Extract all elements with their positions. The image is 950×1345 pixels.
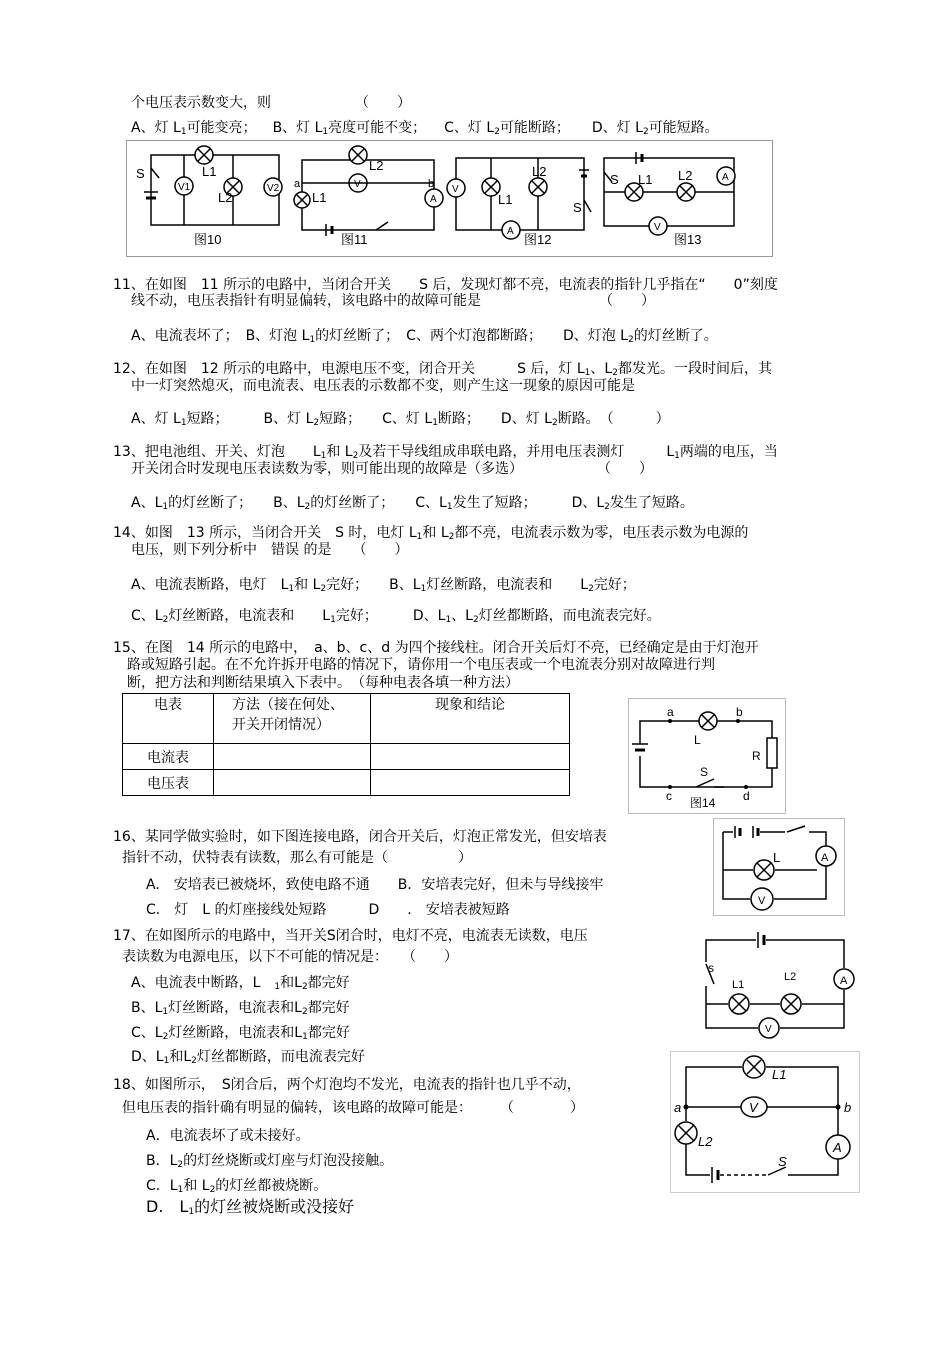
- q18-lamp1-label: L1: [772, 1067, 787, 1082]
- fig13-ammeter-label: A: [722, 172, 729, 183]
- text: 12、在如图 12 所示的电路中，电源电压不变，闭合开关 S 后，灯 L: [113, 361, 585, 377]
- sub: 2: [304, 502, 311, 512]
- fig13-switch-label: S: [610, 172, 619, 187]
- text: 灯丝断路，电流表和L: [168, 1000, 302, 1016]
- text: 都完好: [307, 1025, 350, 1041]
- q18-a-label: a: [674, 1100, 682, 1115]
- sub: 2: [473, 615, 479, 625]
- sub: 2: [209, 1185, 216, 1195]
- fig14-lamp-label: L: [694, 733, 701, 747]
- text: 完好； D、L: [335, 608, 446, 624]
- text: 和L: [280, 975, 302, 991]
- question-15-line3: 断，把方法和判断结果填入下表中。 （每种电表各填一种方法）: [127, 675, 519, 691]
- question-17-line2: 表读数为电源电压，以下不可能的情况是： （ ）: [122, 949, 458, 965]
- fig12-lamp1-label: L1: [498, 192, 513, 207]
- cell-ammeter-method[interactable]: [214, 744, 371, 770]
- question-16-line1: 16、某同学做实验时，如下图连接电路，闭合开关后，灯泡正常发光，但安培表: [113, 829, 607, 845]
- text: 可能断路；: [499, 120, 570, 136]
- fig13-caption: 图13: [674, 232, 702, 247]
- text: 亮度可能不变；: [328, 120, 427, 136]
- fig14-b-label: b: [736, 705, 743, 719]
- question-18-line1: 18、如图所示， S闭合后，两个灯泡均不发光，电流表的指针也几乎不动，: [113, 1077, 581, 1093]
- question-18-option-a: A．电流表坏了或未接好。: [146, 1128, 310, 1144]
- figure-labels: [136, 158, 729, 247]
- text: 的灯丝断了。: [633, 328, 718, 344]
- q17-lamp2-label: L2: [784, 971, 797, 983]
- q17-switch-label: s: [708, 961, 714, 975]
- sub: 1: [162, 502, 169, 512]
- text: 可能短路。: [648, 120, 719, 136]
- question-12-line2: 中一灯突然熄灭，而电流表、电压表的示数都不变，则产生这一现象的原因可能是: [131, 378, 635, 394]
- text: D. L: [146, 1197, 189, 1216]
- text: 短路； C、灯 L: [319, 411, 433, 427]
- q18-lamp2-label: L2: [698, 1134, 713, 1149]
- question-13-line2: [131, 460, 653, 478]
- text: 电压表: [147, 775, 189, 792]
- fig10-lamp1-label: L1: [202, 164, 217, 179]
- text: A、灯 L: [131, 120, 181, 136]
- row-ammeter-label: [123, 744, 214, 770]
- text: 13、把电池组、开关、灯泡 L: [113, 444, 321, 460]
- text: 的灯丝被烧断或没接好: [194, 1197, 355, 1216]
- figure-q18: [670, 1051, 860, 1193]
- text: A、电流表中断路，L: [131, 975, 275, 991]
- question-18-option-b: [146, 1152, 393, 1174]
- q16-ammeter-label: A: [821, 852, 829, 864]
- text: 都发光。一段时间后，其: [617, 361, 772, 377]
- sub: 1: [180, 127, 187, 137]
- sub: 1: [446, 502, 453, 512]
- sub: 1: [177, 1185, 184, 1195]
- text: B、灯 L: [272, 120, 323, 136]
- text: 完好；: [593, 577, 636, 593]
- text: 现象和结论: [435, 697, 505, 713]
- sub: 2: [448, 532, 455, 542]
- fig13-lamp1-label: L1: [638, 172, 653, 187]
- sub: 1: [445, 615, 452, 625]
- question-15-line1: 15、在图 14 所示的电路中， a、b、c、d 为四个接线柱。闭合开关后灯不亮，已经确定是由于灯泡开: [113, 640, 759, 656]
- text: 断路； D、灯 L: [437, 411, 552, 427]
- text: 灯丝断路，电流表和 L: [426, 577, 589, 593]
- text: 、L: [590, 361, 613, 377]
- fig12-switch-label: S: [573, 200, 582, 215]
- question-17-option-b: [131, 999, 350, 1021]
- text: （ ）: [599, 293, 655, 309]
- question-15-line2: 路或短路引起。在不允许拆开电路的情况下，请你用一个电压表或一个电流表分别对故障进行判: [127, 657, 715, 673]
- text: 线不动，电压表指针有明显偏转，该电路中的故障可能是: [131, 293, 481, 309]
- fig11-lamp1-label: L1: [312, 190, 327, 205]
- text: 方法（接在何处、: [232, 697, 344, 713]
- text: 电表: [154, 697, 182, 713]
- sub: 2: [313, 418, 320, 428]
- sub: 2: [191, 1056, 197, 1066]
- sub: 1: [288, 584, 295, 594]
- text: 的灯丝断了； C、两个灯泡都断路； D、灯泡 L: [315, 328, 628, 344]
- fig12-lamp2-label: L2: [532, 164, 547, 179]
- text: B．L: [146, 1153, 178, 1169]
- text: 开关开闭情况）: [232, 717, 330, 733]
- text: A、灯 L: [131, 411, 181, 427]
- q16-lamp-label: L: [773, 850, 781, 865]
- sub: 1: [302, 1032, 308, 1042]
- text: C、L: [131, 1025, 163, 1041]
- text: 、L: [451, 608, 473, 624]
- question-16-options-ab: A. 安培表已被烧坏，致使电路不通 B．安培表完好，但未与导线接牢: [146, 877, 604, 893]
- circuit-figures: [126, 140, 774, 258]
- header-method: [214, 694, 371, 744]
- sub: 1: [162, 1007, 169, 1017]
- sub: 1: [674, 451, 680, 461]
- text: 灯丝断路，电流表和 L: [168, 608, 331, 624]
- text: 灯丝都断路，而电流表完好。: [478, 608, 661, 624]
- sub: 2: [162, 1032, 169, 1042]
- fig14-switch-label: S: [700, 765, 709, 779]
- sub: 2: [551, 418, 558, 428]
- sub: 2: [627, 335, 634, 345]
- text: 和 L: [294, 577, 321, 593]
- fig11-a-label: a: [294, 178, 301, 190]
- question-13-options: [131, 494, 694, 516]
- text: 的灯丝断了； C、L: [310, 495, 447, 511]
- text: D、灯 L: [591, 120, 643, 136]
- text: 开关闭合时发现电压表读数为零，则可能出现的故障是（多选）: [131, 461, 523, 477]
- q16-voltmeter-label: V: [758, 895, 766, 907]
- question-14-options-ab: [131, 576, 636, 598]
- fig11-lamp2-label: L2: [369, 158, 384, 173]
- fig13-voltmeter-label: V: [654, 222, 661, 233]
- text: A、电流表坏了； B、灯泡 L: [131, 328, 310, 344]
- sub: 1: [180, 418, 187, 428]
- figure-q16: [713, 818, 845, 916]
- fig11-b-label: b: [428, 178, 435, 190]
- sub: 2: [162, 615, 169, 625]
- text: （ ）: [597, 461, 653, 477]
- q18-ammeter-label: A: [833, 1140, 842, 1155]
- fig12-caption: 图12: [524, 232, 552, 247]
- text: 个电压表示数变大，则: [131, 95, 271, 111]
- text: A、L: [131, 495, 163, 511]
- options-q10: [131, 119, 719, 141]
- sub: 1: [309, 335, 316, 345]
- text: B、L: [131, 1000, 163, 1016]
- question-11-options: [131, 327, 718, 349]
- question-16-line2: 指针不动，伏特表有读数，那么有可能是（ ）: [122, 850, 472, 866]
- sub: 2: [301, 1007, 308, 1017]
- fig11-caption: 图11: [341, 232, 368, 247]
- fig12-voltmeter-label: V: [452, 184, 459, 195]
- sub: 1: [330, 615, 336, 625]
- fig10-caption: 图10: [194, 232, 222, 247]
- fig10-switch-label: S: [136, 166, 145, 181]
- text: 和 L: [326, 444, 353, 460]
- text: C、灯 L: [444, 120, 495, 136]
- fig14-resistor-label: R: [752, 749, 761, 763]
- text: C、L: [131, 608, 163, 624]
- figure-q17: [700, 928, 858, 1044]
- question-14-options-cd: [131, 607, 661, 629]
- question-11-line1: 11、在如图 11 所示的电路中，当闭合开关 S 后，发现灯都不亮，电流表的指针几乎指在“ 0”刻度: [113, 277, 778, 293]
- text: 都不亮，电流表示数为零，电压表示数为电源的: [454, 525, 749, 541]
- question-16-options-cd: C. 灯 L 的灯座接线处短路 D . 安培表被短路: [146, 902, 510, 918]
- sub: 1: [420, 584, 427, 594]
- fig14-c-label: c: [666, 789, 672, 803]
- q18-voltmeter-label: V: [749, 1100, 758, 1115]
- text: 的灯丝都被烧断。: [215, 1178, 328, 1194]
- cell-voltmeter-result[interactable]: [371, 770, 570, 796]
- question-14-line2: 电压，则下列分析中 错误 的是 （ ）: [131, 542, 409, 558]
- sub: 2: [604, 502, 610, 512]
- text: 短路； B、灯 L: [186, 411, 314, 427]
- text: 灯丝断路，电流表和L: [168, 1025, 303, 1041]
- q18-switch-label: S: [778, 1154, 787, 1169]
- question-18-option-c: [146, 1177, 327, 1199]
- header-result: [371, 694, 570, 744]
- text: 及若干导线组成串联电路，并用电压表测灯 L: [358, 444, 675, 460]
- fig14-d-label: d: [743, 789, 750, 803]
- sub: 1: [320, 451, 327, 461]
- fig10-voltmeter-label: V1: [178, 182, 191, 193]
- text: 都完好: [307, 975, 350, 991]
- fig14-a-label: a: [667, 705, 674, 719]
- answer-table: [122, 693, 570, 796]
- text: 灯丝都断路，而电流表完好: [196, 1049, 365, 1065]
- text: 电流表: [147, 749, 189, 766]
- text: （ ）: [355, 95, 411, 111]
- text: 14、如图 13 所示，当闭合开关 S 时，电灯 L: [113, 525, 417, 541]
- text: C．L: [146, 1178, 178, 1194]
- sub: 1: [322, 127, 329, 137]
- q17-voltmeter-label: V: [765, 1024, 772, 1035]
- text: 和 L: [183, 1178, 210, 1194]
- text: 两端的电压，当: [679, 444, 778, 460]
- question-18-line2: 但电压表的指针确有明显的偏转，该电路的故障可能是： （ ）: [122, 1100, 584, 1116]
- q18-b-label: b: [844, 1100, 852, 1115]
- question-11-line2: [131, 292, 655, 310]
- line-intro: [131, 94, 411, 112]
- text: 发生了短路； D、L: [452, 495, 605, 511]
- text: 和L: [169, 1049, 192, 1065]
- sub: 2: [612, 368, 618, 378]
- sub: 1: [584, 368, 591, 378]
- text: 和 L: [422, 525, 449, 541]
- sub: 2: [301, 982, 308, 992]
- sub: 1: [274, 982, 281, 992]
- figure-strip-10-13: [126, 140, 774, 258]
- text: 都完好: [307, 1000, 350, 1016]
- cell-voltmeter-method[interactable]: [214, 770, 371, 796]
- sub: 2: [642, 127, 649, 137]
- fig12-ammeter-label: A: [507, 226, 514, 237]
- header-meter: [123, 694, 214, 744]
- text: 断路。 （ ）: [557, 411, 670, 427]
- text: A、电流表断路，电灯 L: [131, 577, 289, 593]
- circuit-q16: [713, 818, 845, 916]
- circuit-q17: [700, 928, 858, 1044]
- text: 发生了短路。: [609, 495, 694, 511]
- q17-lamp1-label: L1: [732, 979, 745, 991]
- fig13-lamp2-label: L2: [678, 168, 693, 183]
- fig14-caption: 图14: [690, 796, 716, 810]
- question-17-option-a: [131, 974, 350, 996]
- question-12-options: [131, 410, 670, 432]
- q17-ammeter-label: A: [840, 975, 848, 987]
- text: 完好； B、L: [326, 577, 421, 593]
- question-18-option-d: [146, 1198, 354, 1221]
- circuit-q18: [670, 1051, 860, 1193]
- sub: 1: [188, 1207, 195, 1217]
- question-17-option-c: [131, 1024, 350, 1046]
- sub: 2: [494, 127, 500, 137]
- circuit-14: [628, 698, 786, 814]
- text: 可能变亮；: [186, 120, 257, 136]
- question-17-line1: 17、在如图所示的电路中，当开关S闭合时，电灯不亮，电流表无读数，电压: [113, 928, 588, 944]
- cell-ammeter-result[interactable]: [371, 744, 570, 770]
- sub: 2: [320, 584, 327, 594]
- sub: 2: [588, 584, 594, 594]
- text: D、L: [131, 1049, 164, 1065]
- text: 的灯丝烧断或灯座与灯泡没接触。: [183, 1153, 394, 1169]
- sub: 2: [177, 1160, 184, 1170]
- text: 的灯丝断了； B、L: [168, 495, 305, 511]
- sub: 2: [352, 451, 359, 461]
- row-voltmeter-label: [123, 770, 214, 796]
- sub: 1: [416, 532, 423, 542]
- sub: 1: [163, 1056, 170, 1066]
- question-17-option-d: [131, 1048, 365, 1070]
- figure-14: [628, 698, 786, 814]
- fig10-voltmeter2-label: V2: [267, 183, 280, 194]
- fig11-voltmeter-label: V: [354, 179, 361, 190]
- fig10-lamp2-label: L2: [218, 190, 233, 205]
- fig11-ammeter-label: A: [430, 194, 437, 205]
- sub: 1: [432, 418, 438, 428]
